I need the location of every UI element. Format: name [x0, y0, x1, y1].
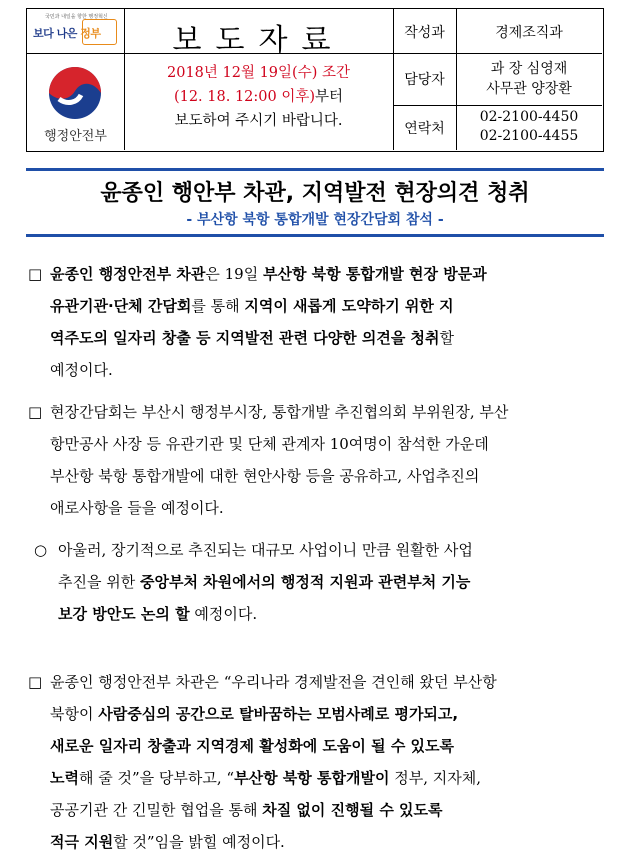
label-phone: 연락처: [404, 121, 445, 137]
label-contact-person: 담당자: [404, 72, 445, 88]
paragraph-4: □ 윤종인 행정안전부 차관은 “우리나라 경제발전을 견인해 왔던 부산항 북항이 사람중심의 공간으로 탈바꿈하는 모범사례로 평가되고, 새로운 일자리 창출과 지역경제 활성화에 도움이 될 수 있도록 노력해 줄 것”을 당부하고, “부산항 북항 통합개발이 정부, 지자체, 공공기관 간 긴밀한 협업을 통해 차질 없이 진행될 수 있도록 적극 지원할 것”임을 밝힐 예정이다.: [30, 666, 592, 858]
brand-slogan-a: 보다 나은: [33, 27, 77, 40]
slogan-logo: [27, 9, 124, 54]
embargo-time: (12. 18. 12:00 이후): [173, 89, 316, 105]
embargo-date: 2018년 12월 19일(수) 조간: [167, 65, 350, 81]
label-column: [393, 9, 457, 150]
title-column: [124, 9, 394, 150]
headline: 윤종인 행안부 차관, 지역발전 현장의견 청취: [100, 181, 530, 206]
paragraph-2: □ 현장간담회는 부산시 행정부시장, 통합개발 추진협의회 부위원장, 부산 항만공사 사장 등 유관기관 및 단체 관계자 10여명이 참석한 가운데 부산항 북항 통합개발에 대한 현안사항 등을 공유하고, 사업추진의 애로사항을 들을 예정이다.: [30, 396, 592, 524]
ministry-name: 행정안전부: [44, 129, 107, 144]
phone-1: 02-2100-4450: [479, 109, 579, 125]
government-emblem-icon: [47, 65, 103, 121]
headline-top-rule: [26, 168, 604, 171]
paragraph-1: □ 윤종인 행정안전부 차관은 19일 부산항 북항 통합개발 현장 방문과 유관기관·단체 간담회를 통해 지역이 새롭게 도약하기 위한 지 역주도의 일자리 창출 등 지역발전 관련 다양한 의견을 청취할 예정이다.: [30, 258, 592, 386]
circle-bullet-icon: ○: [34, 541, 48, 559]
press-release-title: 보도자료: [172, 23, 345, 58]
label-dept: 작성과: [404, 25, 445, 41]
contact-person-2: 사무관 양장환: [486, 81, 572, 97]
logo-column: [27, 9, 125, 150]
embargo-notice: [124, 61, 393, 133]
embargo-suffix: 부터: [315, 89, 344, 105]
square-bullet-icon: □: [28, 673, 43, 691]
square-bullet-icon: □: [28, 403, 43, 421]
value-column: [456, 9, 602, 150]
headline-bottom-rule: [26, 234, 604, 237]
dept-value: 경제조직과: [495, 25, 563, 41]
phone-2: 02-2100-4455: [479, 128, 579, 144]
brand-slogan-b: 정부: [80, 27, 101, 40]
subheadline: - 부산항 북항 통합개발 현장간담회 참석 -: [186, 212, 444, 228]
brand-tagline: 국민과 내일을 향한 행정혁신: [45, 14, 108, 20]
slogan-frame-icon: [82, 19, 117, 45]
square-bullet-icon: □: [28, 265, 43, 283]
contact-person-1: 과 장 심영재: [490, 61, 568, 77]
paragraph-3: ○ 아울러, 장기적으로 추진되는 대규모 사업이니 만큼 원활한 사업 추진을 위한 중앙부처 차원에서의 행정적 지원과 관련부처 기능 보강 방안도 논의 할 예정이다.: [34, 534, 592, 630]
press-header-table: [26, 8, 604, 152]
embargo-request: 보도하여 주시기 바랍니다.: [174, 113, 343, 129]
